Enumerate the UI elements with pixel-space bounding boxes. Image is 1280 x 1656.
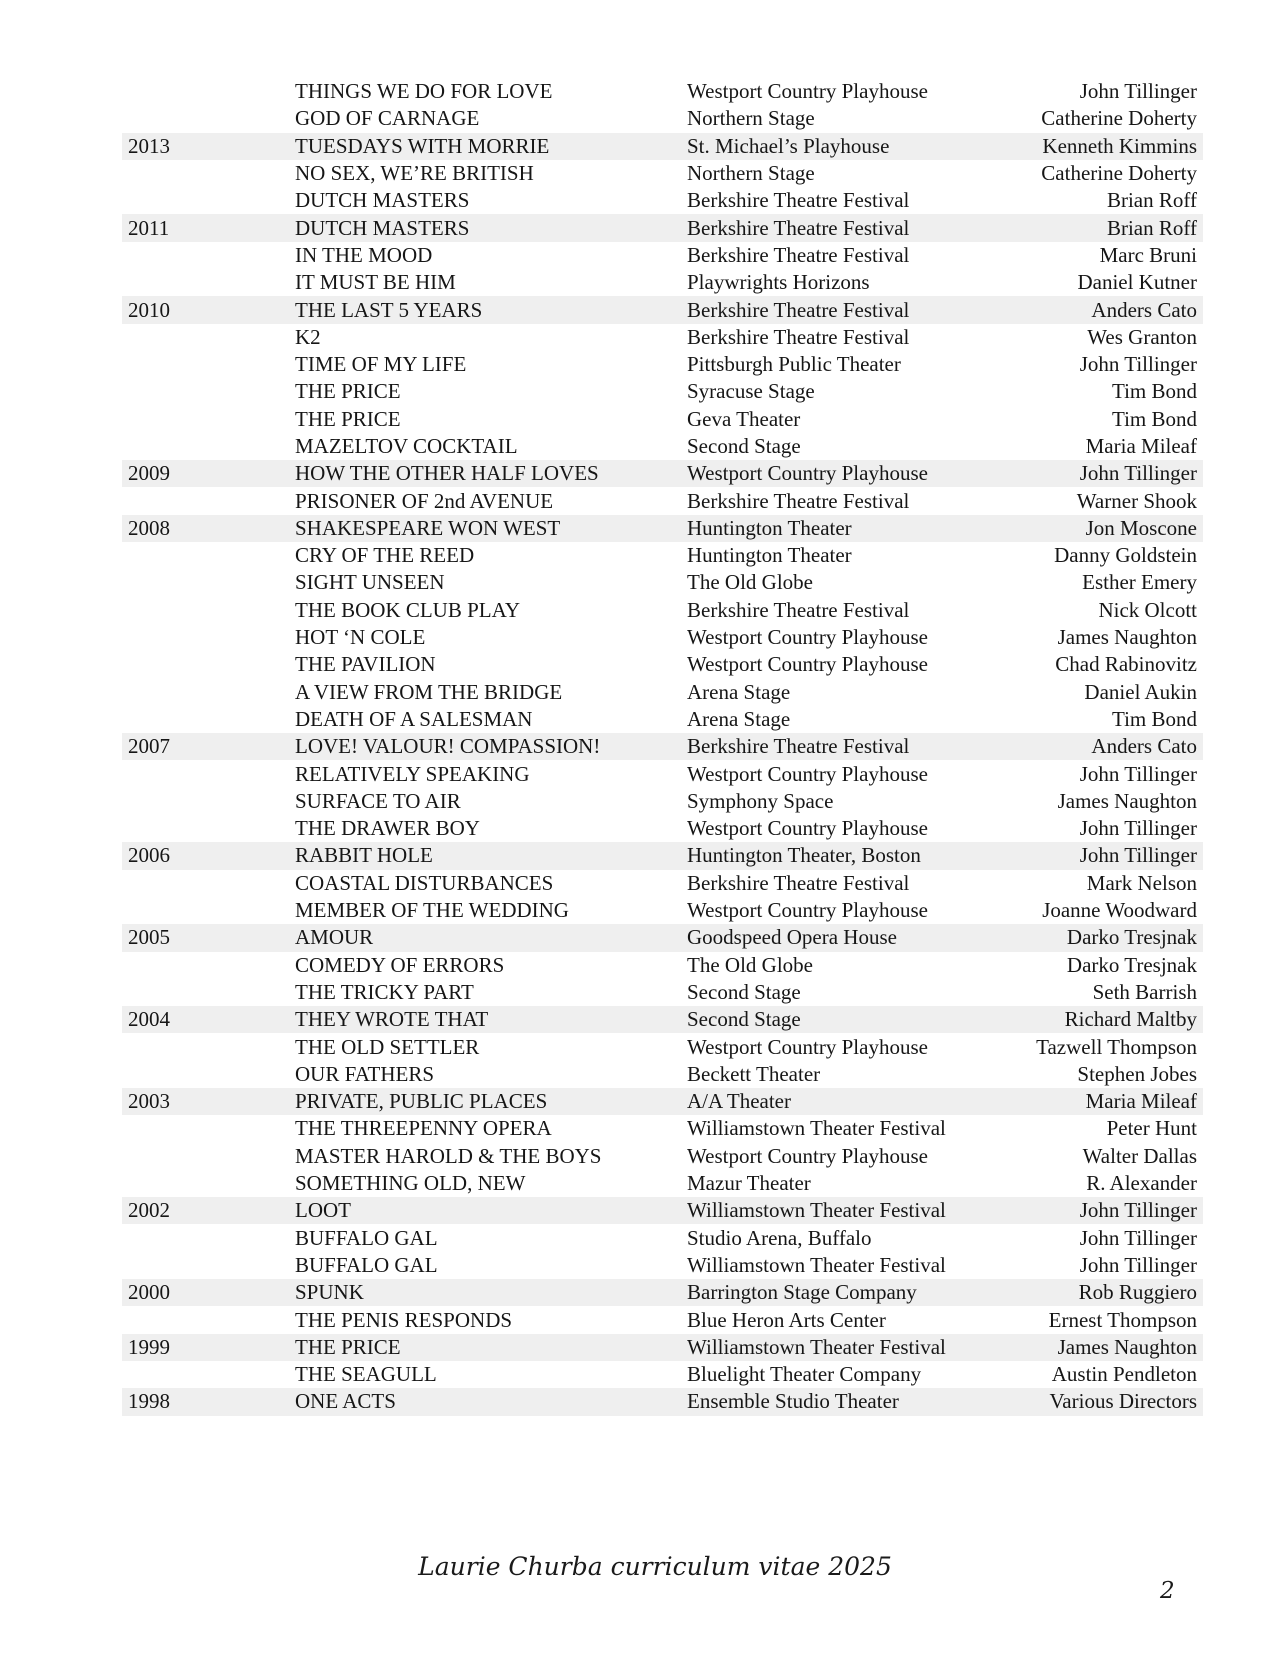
theater-cell: Williamstown Theater Festival [687, 1116, 946, 1141]
theater-cell: Blue Heron Arts Center [687, 1307, 886, 1332]
production-title-cell: COMEDY OF ERRORS [295, 952, 505, 977]
director-cell: Ernest Thompson [1048, 1307, 1197, 1332]
production-title-cell: MEMBER OF THE WEDDING [295, 898, 569, 923]
page-number: 2 [1160, 1578, 1175, 1604]
theater-cell: Williamstown Theater Festival [687, 1198, 946, 1223]
theater-cell: Berkshire Theatre Festival [687, 870, 910, 895]
director-cell: Darko Tresjnak [1066, 925, 1197, 950]
table-row [122, 1033, 1203, 1060]
table-row [122, 105, 1203, 132]
theater-cell: Westport Country Playhouse [687, 79, 928, 104]
production-title-cell: SOMETHING OLD, NEW [295, 1171, 526, 1196]
production-title-cell: SURFACE TO AIR [295, 788, 461, 813]
theater-cell: Westport Country Playhouse [687, 625, 928, 650]
production-title-cell: THE PRICE [295, 1334, 401, 1359]
production-title-cell: IN THE MOOD [295, 242, 433, 267]
theater-cell: Northern Stage [687, 161, 815, 186]
director-cell: Tazwell Thompson [1036, 1034, 1197, 1059]
year-cell: 2000 [128, 1280, 170, 1305]
theater-cell: Westport Country Playhouse [687, 461, 928, 486]
theater-cell: Berkshire Theatre Festival [687, 215, 910, 240]
theater-cell: Beckett Theater [687, 1061, 821, 1086]
table-row [122, 133, 1203, 160]
production-title-cell: HOW THE OTHER HALF LOVES [295, 461, 599, 486]
production-title-cell: THE OLD SETTLER [295, 1034, 480, 1059]
table-row [122, 979, 1203, 1006]
theater-cell: Huntington Theater [687, 515, 852, 540]
theater-cell: Berkshire Theatre Festival [687, 324, 910, 349]
table-row [122, 1170, 1203, 1197]
director-cell: Tim Bond [1111, 379, 1197, 404]
production-title-cell: BUFFALO GAL [295, 1252, 438, 1277]
table-row [122, 624, 1203, 651]
theater-cell: Syracuse Stage [687, 379, 815, 404]
year-cell: 2013 [128, 133, 170, 158]
director-cell: Chad Rabinovitz [1055, 652, 1197, 677]
production-title-cell: MASTER HAROLD & THE BOYS [295, 1143, 602, 1168]
director-cell: R. Alexander [1086, 1171, 1197, 1196]
production-title-cell: DEATH OF A SALESMAN [295, 706, 533, 731]
director-cell: Daniel Aukin [1084, 679, 1197, 704]
director-cell: Wes Granton [1087, 324, 1197, 349]
table-row [122, 815, 1203, 842]
production-title-cell: TIME OF MY LIFE [295, 352, 467, 377]
theater-cell: Williamstown Theater Festival [687, 1334, 946, 1359]
director-cell: Mark Nelson [1086, 870, 1197, 895]
table-row [122, 897, 1203, 924]
table-row [122, 1224, 1203, 1251]
director-cell: Anders Cato [1091, 734, 1197, 759]
table-row [122, 187, 1203, 214]
director-cell: Peter Hunt [1106, 1116, 1197, 1141]
director-cell: James Naughton [1057, 788, 1197, 813]
production-title-cell: SPUNK [295, 1280, 364, 1305]
director-cell: James Naughton [1057, 625, 1197, 650]
production-title-cell: TUESDAYS WITH MORRIE [295, 133, 550, 158]
director-cell: Rob Ruggiero [1078, 1280, 1197, 1305]
director-cell: Warner Shook [1076, 488, 1197, 513]
production-title-cell: PRIVATE, PUBLIC PLACES [295, 1089, 548, 1114]
theater-cell: Westport Country Playhouse [687, 898, 928, 923]
table-row [122, 78, 1203, 105]
table-row [122, 269, 1203, 296]
production-title-cell: THEY WROTE THAT [295, 1007, 489, 1032]
director-cell: Nick Olcott [1098, 597, 1197, 622]
director-cell: John Tillinger [1079, 1225, 1197, 1250]
director-cell: John Tillinger [1079, 843, 1197, 868]
director-cell: Jon Moscone [1085, 515, 1197, 540]
year-cell: 1999 [128, 1334, 170, 1359]
year-cell: 2002 [128, 1198, 170, 1223]
theater-cell: Mazur Theater [687, 1171, 811, 1196]
director-cell: Brian Roff [1106, 188, 1197, 213]
production-title-cell: BUFFALO GAL [295, 1225, 438, 1250]
director-cell: Stephen Jobes [1077, 1061, 1197, 1086]
director-cell: Catherine Doherty [1041, 106, 1197, 131]
director-cell: Danny Goldstein [1054, 543, 1197, 568]
table-row [122, 242, 1203, 269]
production-title-cell: DUTCH MASTERS [295, 188, 470, 213]
table-row [122, 1115, 1203, 1142]
table-row [122, 1143, 1203, 1170]
production-title-cell: SIGHT UNSEEN [295, 570, 445, 595]
production-title-cell: THINGS WE DO FOR LOVE [295, 79, 553, 104]
table-row [122, 1088, 1203, 1115]
production-title-cell: ONE ACTS [295, 1389, 396, 1414]
director-cell: John Tillinger [1079, 761, 1197, 786]
production-title-cell: THE DRAWER BOY [295, 816, 480, 841]
production-title-cell: THE THREEPENNY OPERA [295, 1116, 552, 1141]
production-title-cell: GOD OF CARNAGE [295, 106, 480, 131]
theater-cell: Westport Country Playhouse [687, 761, 928, 786]
theater-cell: Ensemble Studio Theater [687, 1389, 899, 1414]
director-cell: John Tillinger [1079, 1198, 1197, 1223]
table-row [122, 842, 1203, 869]
production-title-cell: K2 [295, 324, 321, 349]
theater-cell: Williamstown Theater Festival [687, 1252, 946, 1277]
table-row [122, 679, 1203, 706]
director-cell: James Naughton [1057, 1334, 1197, 1359]
table-row [122, 924, 1203, 951]
director-cell: Darko Tresjnak [1066, 952, 1197, 977]
table-row [122, 378, 1203, 405]
theater-cell: Huntington Theater [687, 543, 852, 568]
production-title-cell: LOOT [295, 1198, 351, 1223]
table-row [122, 515, 1203, 542]
table-row [122, 788, 1203, 815]
production-title-cell: THE PRICE [295, 379, 401, 404]
theater-cell: Northern Stage [687, 106, 815, 131]
director-cell: John Tillinger [1079, 79, 1197, 104]
table-row [122, 651, 1203, 678]
theater-cell: St. Michael’s Playhouse [687, 133, 890, 158]
table-row [122, 542, 1203, 569]
theater-cell: Huntington Theater, Boston [687, 843, 921, 868]
production-title-cell: SHAKESPEARE WON WEST [295, 515, 561, 540]
theater-cell: Geva Theater [687, 406, 801, 431]
director-cell: John Tillinger [1079, 1252, 1197, 1277]
theater-cell: The Old Globe [687, 570, 813, 595]
year-cell: 2007 [128, 734, 170, 759]
year-cell: 2008 [128, 515, 170, 540]
table-row [122, 1197, 1203, 1224]
theater-cell: Barrington Stage Company [687, 1280, 917, 1305]
theater-cell: Berkshire Theatre Festival [687, 734, 910, 759]
table-row [122, 460, 1203, 487]
director-cell: John Tillinger [1079, 816, 1197, 841]
production-title-cell: RABBIT HOLE [295, 843, 433, 868]
production-title-cell: THE BOOK CLUB PLAY [295, 597, 520, 622]
director-cell: John Tillinger [1079, 352, 1197, 377]
table-row [122, 487, 1203, 514]
table-row [122, 433, 1203, 460]
production-title-cell: IT MUST BE HIM [295, 270, 456, 295]
year-cell: 1998 [128, 1389, 170, 1414]
director-cell: John Tillinger [1079, 461, 1197, 486]
year-cell: 2006 [128, 843, 170, 868]
year-cell: 2005 [128, 925, 170, 950]
director-cell: Maria Mileaf [1085, 1089, 1197, 1114]
year-cell: 2009 [128, 461, 170, 486]
production-title-cell: A VIEW FROM THE BRIDGE [295, 679, 563, 704]
table-row [122, 706, 1203, 733]
table-row [122, 1279, 1203, 1306]
theater-cell: Bluelight Theater Company [687, 1362, 922, 1387]
production-title-cell: AMOUR [295, 925, 374, 950]
production-title-cell: HOT ‘N COLE [295, 625, 426, 650]
director-cell: Catherine Doherty [1041, 161, 1197, 186]
theater-cell: Westport Country Playhouse [687, 652, 928, 677]
production-title-cell: THE TRICKY PART [295, 979, 474, 1004]
table-row [122, 160, 1203, 187]
table-row [122, 1388, 1203, 1415]
theater-cell: Westport Country Playhouse [687, 816, 928, 841]
theater-cell: The Old Globe [687, 952, 813, 977]
credits-table [122, 78, 1203, 1416]
year-cell: 2011 [128, 215, 170, 240]
table-row [122, 870, 1203, 897]
production-title-cell: NO SEX, WE’RE BRITISH [295, 161, 534, 186]
director-cell: Marc Bruni [1099, 242, 1197, 267]
theater-cell: Symphony Space [687, 788, 834, 813]
director-cell: Kenneth Kimmins [1042, 133, 1197, 158]
theater-cell: Playwrights Horizons [687, 270, 870, 295]
table-row [122, 952, 1203, 979]
director-cell: Maria Mileaf [1085, 434, 1197, 458]
director-cell: Tim Bond [1111, 706, 1197, 731]
theater-cell: Berkshire Theatre Festival [687, 188, 910, 213]
table-row [122, 1334, 1203, 1361]
director-cell: Anders Cato [1091, 297, 1197, 322]
director-cell: Joanne Woodward [1042, 898, 1197, 923]
director-cell: Brian Roff [1106, 215, 1197, 240]
production-title-cell: MAZELTOV COCKTAIL [295, 434, 518, 458]
table-row [122, 1361, 1203, 1388]
table-row [122, 1252, 1203, 1279]
director-cell: Tim Bond [1111, 406, 1197, 431]
production-title-cell: THE LAST 5 YEARS [295, 297, 483, 322]
theater-cell: Westport Country Playhouse [687, 1034, 928, 1059]
table-row [122, 760, 1203, 787]
production-title-cell: DUTCH MASTERS [295, 215, 470, 240]
table-row [122, 597, 1203, 624]
year-cell: 2010 [128, 297, 170, 322]
table-row [122, 1006, 1203, 1033]
theater-cell: Berkshire Theatre Festival [687, 242, 910, 267]
theater-cell: Arena Stage [687, 679, 791, 704]
theater-cell: Second Stage [687, 434, 801, 458]
theater-cell: Berkshire Theatre Festival [687, 597, 910, 622]
theater-cell: Berkshire Theatre Festival [687, 488, 910, 513]
director-cell: Seth Barrish [1092, 979, 1197, 1004]
production-title-cell: CRY OF THE REED [295, 543, 475, 568]
table-row [122, 1061, 1203, 1088]
footer-caption: Laurie Churba curriculum vitae 2025 [418, 1552, 892, 1581]
production-title-cell: COASTAL DISTURBANCES [295, 870, 554, 895]
director-cell: Austin Pendleton [1051, 1362, 1197, 1387]
theater-cell: Berkshire Theatre Festival [687, 297, 910, 322]
production-title-cell: PRISONER OF 2nd AVENUE [295, 488, 554, 513]
table-row [122, 296, 1203, 323]
theater-cell: A/A Theater [687, 1089, 791, 1114]
director-cell: Richard Maltby [1064, 1007, 1197, 1032]
table-row [122, 733, 1203, 760]
production-title-cell: THE PRICE [295, 406, 401, 431]
table-row [122, 214, 1203, 241]
director-cell: Walter Dallas [1082, 1143, 1197, 1168]
production-title-cell: THE PAVILION [295, 652, 436, 677]
production-title-cell: THE PENIS RESPONDS [295, 1307, 513, 1332]
year-cell: 2004 [128, 1007, 170, 1032]
theater-cell: Goodspeed Opera House [687, 925, 897, 950]
table-row [122, 569, 1203, 596]
theater-cell: Second Stage [687, 1007, 801, 1032]
director-cell: Daniel Kutner [1077, 270, 1197, 295]
production-title-cell: THE SEAGULL [295, 1362, 437, 1387]
theater-cell: Westport Country Playhouse [687, 1143, 928, 1168]
production-title-cell: RELATIVELY SPEAKING [295, 761, 530, 786]
table-row [122, 1306, 1203, 1333]
table-row [122, 351, 1203, 378]
theater-cell: Second Stage [687, 979, 801, 1004]
table-row [122, 324, 1203, 351]
production-title-cell: OUR FATHERS [295, 1061, 435, 1086]
year-cell: 2003 [128, 1089, 170, 1114]
table-row [122, 406, 1203, 433]
theater-cell: Pittsburgh Public Theater [687, 352, 901, 377]
director-cell: Various Directors [1049, 1389, 1197, 1414]
production-title-cell: LOVE! VALOUR! COMPASSION! [295, 734, 601, 759]
theater-cell: Arena Stage [687, 706, 791, 731]
theater-cell: Studio Arena, Buffalo [687, 1225, 872, 1250]
director-cell: Esther Emery [1082, 570, 1197, 595]
